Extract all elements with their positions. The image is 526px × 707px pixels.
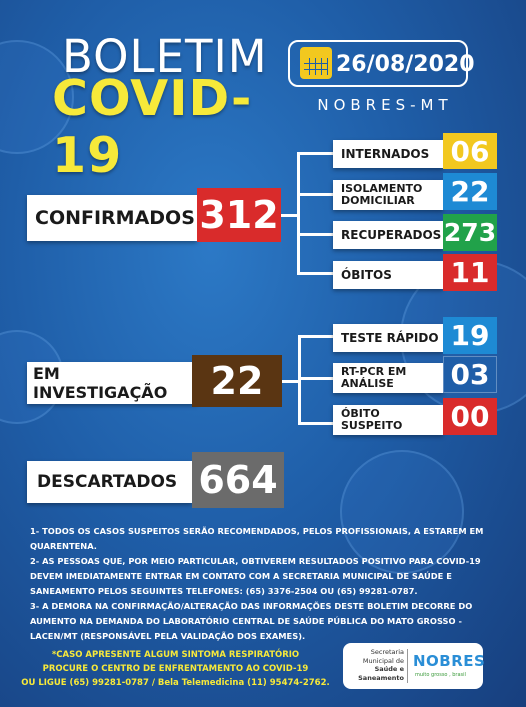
home-isolation-label-line2: DOMICILIAR	[341, 194, 415, 207]
rt-pcr-label	[333, 363, 443, 393]
nobres-brand: NOBRES	[413, 652, 486, 670]
alert-line-3: OU LIGUE (65) 99281-0787 / Bela Telemedicina (11) 95474-2762.	[21, 678, 330, 688]
confirmed-value: 312	[197, 188, 281, 242]
suspected-death-label	[333, 405, 443, 435]
municipal-logo	[343, 643, 486, 689]
connector-line	[282, 380, 298, 383]
note-3: 3- A DEMORA NA CONFIRMAÇÃO/ALTERAÇÃO DAS INFORMAÇÕES DESTE BOLETIM DECORRE DO AUMENTO NA DEMANDA DO LABORATÓRIO CENTRAL DE SAÚDE PÚBLICA DO MATO GROSSO - LACEN/MT (RESPONSÁVEL PELA VALIDAÇÃO DOS EXAMES).	[30, 601, 473, 641]
location: NOBRES-MT	[317, 96, 453, 114]
home-isolation-label	[333, 180, 443, 210]
bulletin-date: 26/08/2020	[336, 52, 475, 77]
rapid-test-value: 19	[443, 317, 497, 354]
symptom-alert	[18, 648, 333, 690]
rt-pcr-value: 03	[443, 356, 497, 393]
alert-line-2: PROCURE O CENTRO DE ENFRENTAMENTO AO COVID-19	[42, 664, 309, 674]
connector-line	[297, 233, 333, 236]
connector-line	[297, 272, 333, 275]
secretaria-line4: Saneamento	[358, 673, 404, 682]
connector-line	[298, 377, 333, 380]
rt-pcr-label-line2: ANÁLISE	[341, 377, 394, 390]
title-line-2: COVID-19	[52, 70, 253, 184]
note-1: 1- TODOS OS CASOS SUSPEITOS SERÃO RECOMENDADOS, PELOS PROFISSIONAIS, A ESTAREM EM QUARENTENA.	[30, 526, 484, 551]
connector-line	[297, 193, 333, 196]
discarded-value: 664	[192, 452, 284, 508]
suspected-death-label-line1: ÓBITO	[341, 407, 380, 420]
secretaria-line3: Saúde e	[374, 665, 404, 673]
suspected-death-value: 00	[443, 398, 497, 435]
recovered-label: RECUPERADOS	[333, 221, 443, 249]
investigation-label: EM INVESTIGAÇÃO	[27, 362, 197, 404]
hospitalized-label: INTERNADOS	[333, 140, 443, 168]
home-isolation-value: 22	[443, 173, 497, 210]
connector-line	[281, 214, 297, 217]
investigation-value: 22	[192, 355, 282, 407]
discarded-label: DESCARTADOS	[27, 461, 192, 503]
secretaria-line2: Municipal de	[362, 656, 404, 665]
rapid-test-label: TESTE RÁPIDO	[333, 324, 443, 352]
deaths-label: ÓBITOS	[333, 261, 443, 289]
hospitalized-value: 06	[443, 133, 497, 169]
secretaria-line1: Secretaria	[370, 648, 404, 656]
logo-divider	[407, 649, 408, 683]
note-2: 2- AS PESSOAS QUE, POR MEIO PARTICULAR, OBTIVEREM RESULTADOS POSITIVO PARA COVID-19 DEVEM IMEDIATAMENTE ENTRAR EM CONTATO COM A SECRETARIA MUNICIPAL DE SAÚDE E SANEAMENTO PELOS SEGUINTES TELEFONES: (65) 3376-2504 OU (65) 99281-0787.	[30, 556, 481, 596]
connector-line	[297, 152, 333, 155]
connector-line	[298, 335, 301, 425]
recovered-value: 273	[443, 214, 497, 251]
rt-pcr-label-line1: RT-PCR EM	[341, 365, 407, 378]
nobres-slogan: muito grosso , brasil	[415, 672, 466, 678]
alert-line-1: *CASO APRESENTE ALGUM SINTOMA RESPIRATÓRIO	[51, 650, 300, 660]
title-line-1: BOLETIM	[62, 30, 268, 83]
home-isolation-label-line1: ISOLAMENTO	[341, 182, 423, 195]
confirmed-label: CONFIRMADOS	[27, 195, 197, 241]
secretaria-text	[349, 648, 404, 682]
deaths-value: 11	[443, 254, 497, 291]
connector-line	[297, 152, 300, 274]
calendar-icon	[300, 47, 332, 79]
connector-line	[298, 335, 333, 338]
connector-line	[298, 422, 333, 425]
suspected-death-label-line2: SUSPEITO	[341, 419, 403, 432]
notes	[30, 524, 500, 644]
